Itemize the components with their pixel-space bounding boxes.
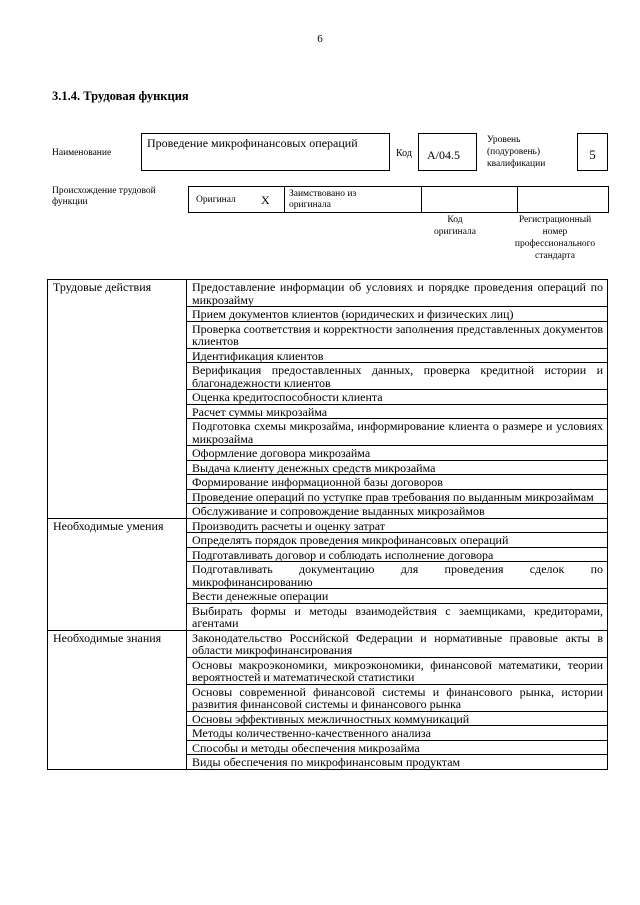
- table-cell: Основы макроэкономики, микроэкономики, финансовой математики, теории вероятностей и математической статистики: [187, 657, 608, 684]
- caption-line: оригинала: [434, 227, 476, 237]
- level-label: [487, 134, 545, 170]
- level-label-line: квалификации: [487, 159, 546, 169]
- function-table: [47, 279, 608, 770]
- table-cell: Выбирать формы и методы взаимодействия с заемщиками, кредиторами, агентами: [187, 603, 608, 630]
- table-cell: Основы эффективных межличностных коммуникаций: [187, 711, 608, 726]
- table-cell: Оценка кредитоспособности клиента: [187, 390, 608, 405]
- table-cell: Подготовка схемы микрозайма, информирование клиента о размере и условиях микрозайма: [187, 419, 608, 446]
- caption-line: профессионального: [514, 239, 596, 249]
- code-value: A/04.5: [427, 148, 460, 162]
- borrowed-label-line: Заимствовано из: [289, 189, 357, 199]
- section-title-knowledge: Необходимые знания: [48, 630, 187, 769]
- reg-number-caption: [500, 214, 610, 262]
- table-cell: Выдача клиенту денежных средств микрозайма: [187, 460, 608, 475]
- origin-label-line: Происхождение трудовой: [52, 186, 156, 196]
- origin-box: [188, 186, 609, 213]
- table-cell: Оформление договора микрозайма: [187, 446, 608, 461]
- code-label: Код: [396, 148, 412, 159]
- level-label-line: (подуровень): [487, 147, 541, 157]
- code-box: [418, 133, 477, 171]
- table-cell: Производить расчеты и оценку затрат: [187, 518, 608, 533]
- table-cell: Определять порядок проведения микрофинансовых операций: [187, 533, 608, 548]
- page-number: 6: [317, 33, 323, 45]
- function-name: Проведение микрофинансовых операций: [147, 136, 358, 150]
- table-cell: Прием документов клиентов (юридических и физических лиц): [187, 307, 608, 322]
- origin-label: [52, 186, 156, 208]
- level-label-line: Уровень: [487, 135, 521, 145]
- table-cell: Проведение операций по уступке прав требования по выданным микрозаймам: [187, 489, 608, 504]
- borrowed-label-line: оригинала: [289, 200, 331, 210]
- table-cell: Предоставление информации об условиях и порядке проведения операций по микрозайму: [187, 280, 608, 307]
- original-mark: X: [261, 193, 270, 207]
- origin-borrowed-cell: [285, 187, 422, 212]
- table-cell: Расчет суммы микрозайма: [187, 404, 608, 419]
- caption-line: Код: [447, 215, 463, 225]
- origin-original-cell: [189, 187, 285, 212]
- table-cell: Верификация предоставленных данных, проверка кредитной истории и благонадежности клиентов: [187, 363, 608, 390]
- table-row: [48, 280, 608, 307]
- table-cell: Обслуживание и сопровождение выданных микрозаймов: [187, 504, 608, 519]
- name-label: Наименование: [52, 148, 112, 158]
- section-title-skills: Необходимые умения: [48, 518, 187, 630]
- caption-line: номер: [542, 227, 568, 237]
- table-cell: Методы количественно-качественного анализа: [187, 726, 608, 741]
- section-title-labor-actions: Трудовые действия: [48, 280, 187, 519]
- table-cell: Подготавливать документацию для проведения сделок по микрофинансированию: [187, 562, 608, 589]
- table-cell: Идентификация клиентов: [187, 348, 608, 363]
- table-cell: Законодательство Российской Федерации и нормативные правовые акты в области микрофинансирования: [187, 630, 608, 657]
- table-cell: Проверка соответствия и корректности заполнения представленных документов клиентов: [187, 321, 608, 348]
- table-row: [48, 518, 608, 533]
- table-cell: Вести денежные операции: [187, 589, 608, 604]
- table-row: [48, 630, 608, 657]
- original-label: Оригинал: [196, 195, 236, 205]
- section-title: 3.1.4. Трудовая функция: [52, 89, 189, 103]
- table-cell: Виды обеспечения по микрофинансовым продуктам: [187, 755, 608, 770]
- level-value: 5: [589, 147, 596, 162]
- table-cell: Подготавливать договор и соблюдать исполнение договора: [187, 547, 608, 562]
- caption-line: стандарта: [535, 251, 575, 261]
- code-original-caption: [420, 214, 490, 238]
- level-box: [577, 133, 608, 171]
- table-cell: Способы и методы обеспечения микрозайма: [187, 740, 608, 755]
- origin-code-cell: [422, 187, 518, 212]
- function-name-box: [141, 133, 390, 171]
- table-cell: Основы современной финансовой системы и финансового рынка, истории развития финансовой системы и финансового рынка: [187, 684, 608, 711]
- table-cell: Формирование информационной базы договоров: [187, 475, 608, 490]
- caption-line: Регистрационный: [518, 215, 592, 225]
- origin-label-line: функции: [52, 197, 88, 207]
- borrowed-label: [289, 189, 356, 211]
